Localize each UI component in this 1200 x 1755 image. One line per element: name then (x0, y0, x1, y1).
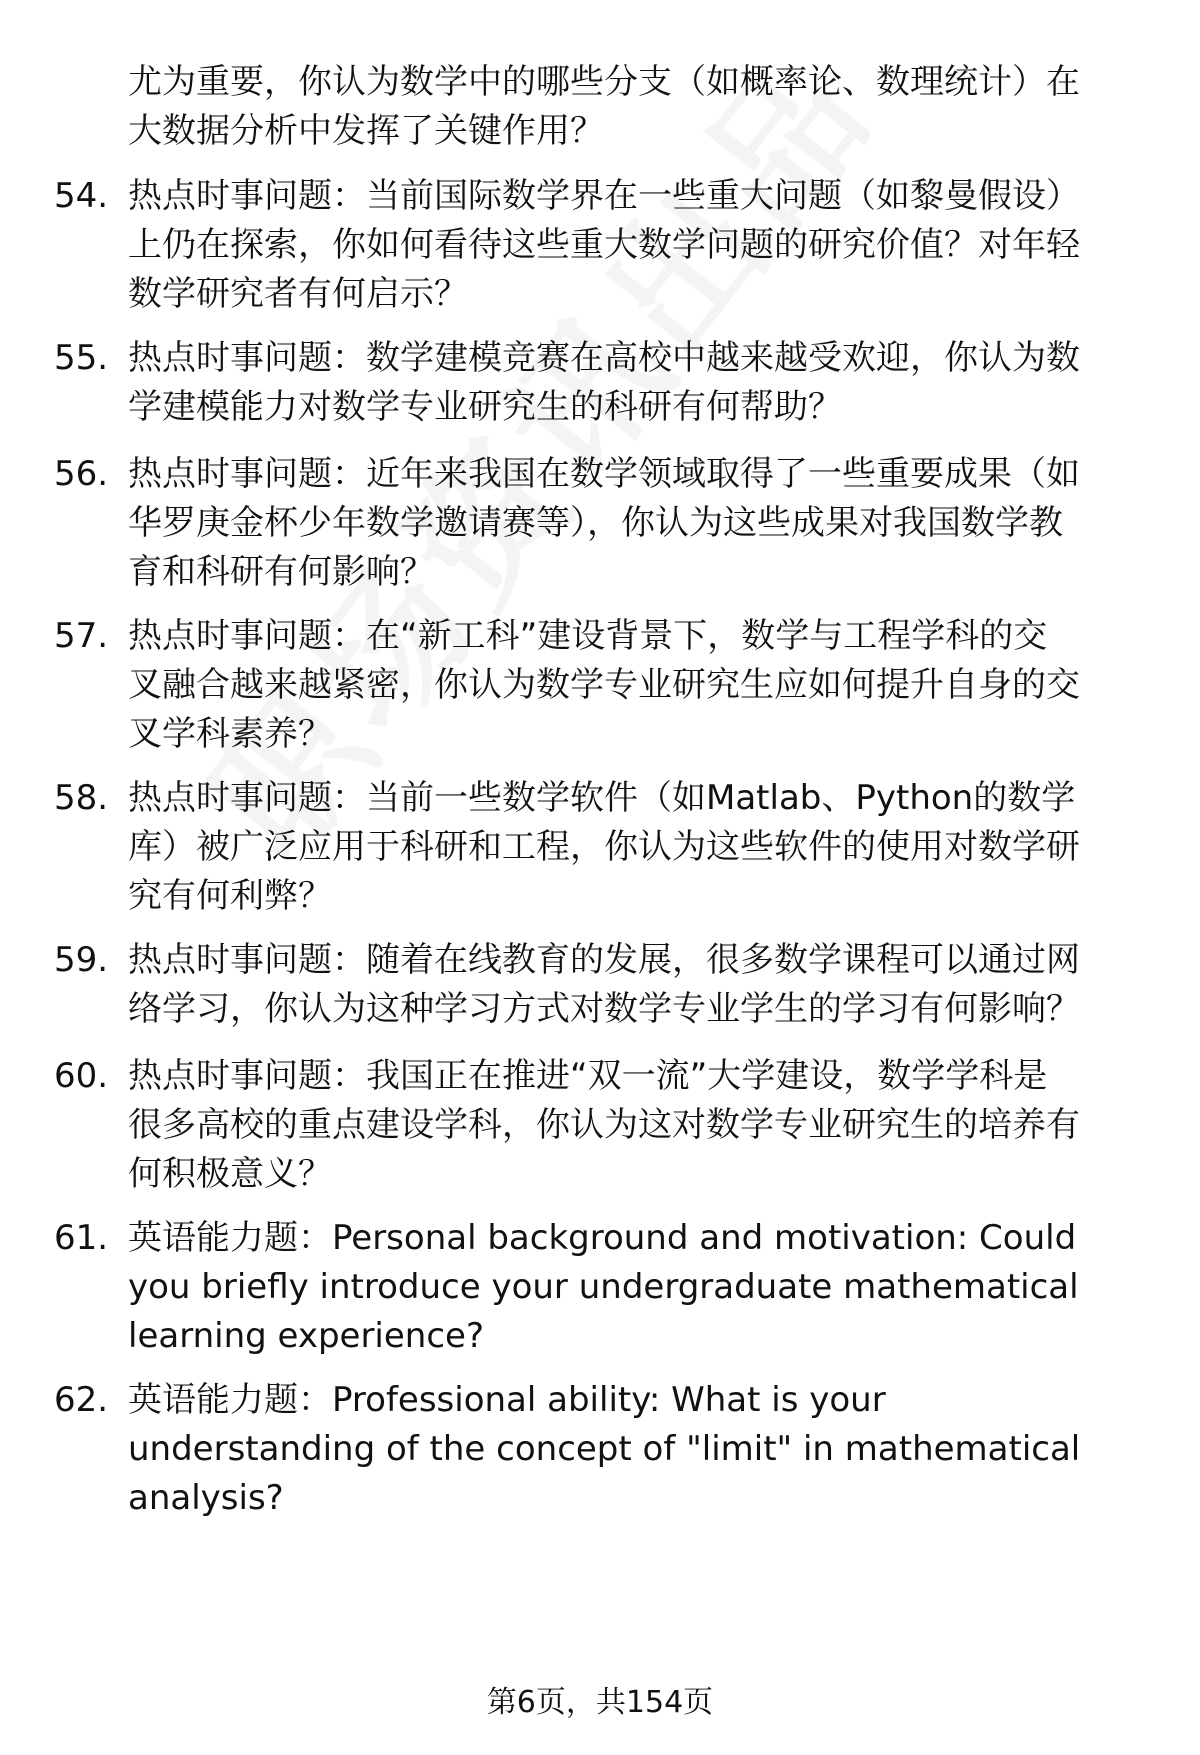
question-number: 59. (54, 940, 109, 980)
text-line: 尤为重要，你认为数学中的哪些分支（如概率论、数理统计）在 (128, 62, 1080, 102)
question-text (128, 334, 1140, 432)
text-line: 何积极意义？ (128, 1154, 332, 1194)
question-number: 57. (54, 616, 109, 656)
text-line: 究有何利弊？ (128, 876, 332, 916)
page-number-footer: 第6页，共154页 (486, 1685, 714, 1720)
question-text (128, 172, 1140, 319)
text-line: 上仍在探索，你如何看待这些重大数学问题的研究价值？对年轻 (128, 225, 1080, 265)
text-line: 学建模能力对数学专业研究生的科研有何帮助？ (128, 387, 842, 427)
text-line: 络学习，你认为这种学习方式对数学专业学生的学习有何影响？ (128, 989, 1080, 1029)
text-line: you briefly introduce your undergraduate mathematical (128, 1267, 1079, 1307)
text-line: 热点时事问题：当前一些数学软件（如Matlab、Python的数学 (128, 778, 1076, 818)
text-line: 叉融合越来越紧密，你认为数学专业研究生应如何提升自身的交 (128, 665, 1080, 705)
text-line: 育和科研有何影响？ (128, 552, 434, 592)
text-line: understanding of the concept of "limit" in mathematical (128, 1429, 1081, 1469)
question-number: 60. (54, 1056, 109, 1096)
text-line: analysis? (128, 1478, 284, 1518)
question-text (128, 450, 1140, 597)
text-line: 华罗庚金杯少年数学邀请赛等），你认为这些成果对我国数学教 (128, 503, 1063, 543)
text-line: learning experience? (128, 1316, 485, 1356)
text-line: 热点时事问题：在“新工科”建设背景下，数学与工程学科的交 (128, 616, 1048, 656)
text-line: 大数据分析中发挥了关键作用？ (128, 111, 604, 151)
question-number: 61. (54, 1218, 109, 1258)
question-text (128, 1376, 1140, 1523)
question-number: 56. (54, 454, 109, 494)
text-line: 热点时事问题：当前国际数学界在一些重大问题（如黎曼假设） (128, 176, 1080, 216)
question-text (128, 612, 1140, 759)
text-line: 很多高校的重点建设学科，你认为这对数学专业研究生的培养有 (128, 1105, 1080, 1145)
text-line: 热点时事问题：数学建模竞赛在高校中越来越受欢迎，你认为数 (128, 338, 1080, 378)
question-number: 58. (54, 778, 109, 818)
text-line: 热点时事问题：我国正在推进“双一流”大学建设，数学学科是 (128, 1056, 1048, 1096)
text-line: 热点时事问题：随着在线教育的发展，很多数学课程可以通过网 (128, 940, 1080, 980)
question-number: 55. (54, 338, 109, 378)
text-line: 英语能力题：Personal background and motivation: Could (128, 1218, 1077, 1258)
text-line: 热点时事问题：近年来我国在数学领域取得了一些重要成果（如 (128, 454, 1080, 494)
question-text (128, 1052, 1140, 1199)
question-text (128, 936, 1140, 1034)
question-text (128, 774, 1140, 921)
question-number: 62. (54, 1380, 109, 1420)
question-number: 54. (54, 176, 109, 216)
text-line: 叉学科素养？ (128, 714, 332, 754)
text-line: 库）被广泛应用于科研和工程，你认为这些软件的使用对数学研 (128, 827, 1080, 867)
continued-question-text (128, 58, 1138, 156)
text-line: 英语能力题：Professional ability: What is your (128, 1380, 886, 1420)
text-line: 数学研究者有何启示？ (128, 274, 468, 314)
question-text (128, 1214, 1140, 1361)
